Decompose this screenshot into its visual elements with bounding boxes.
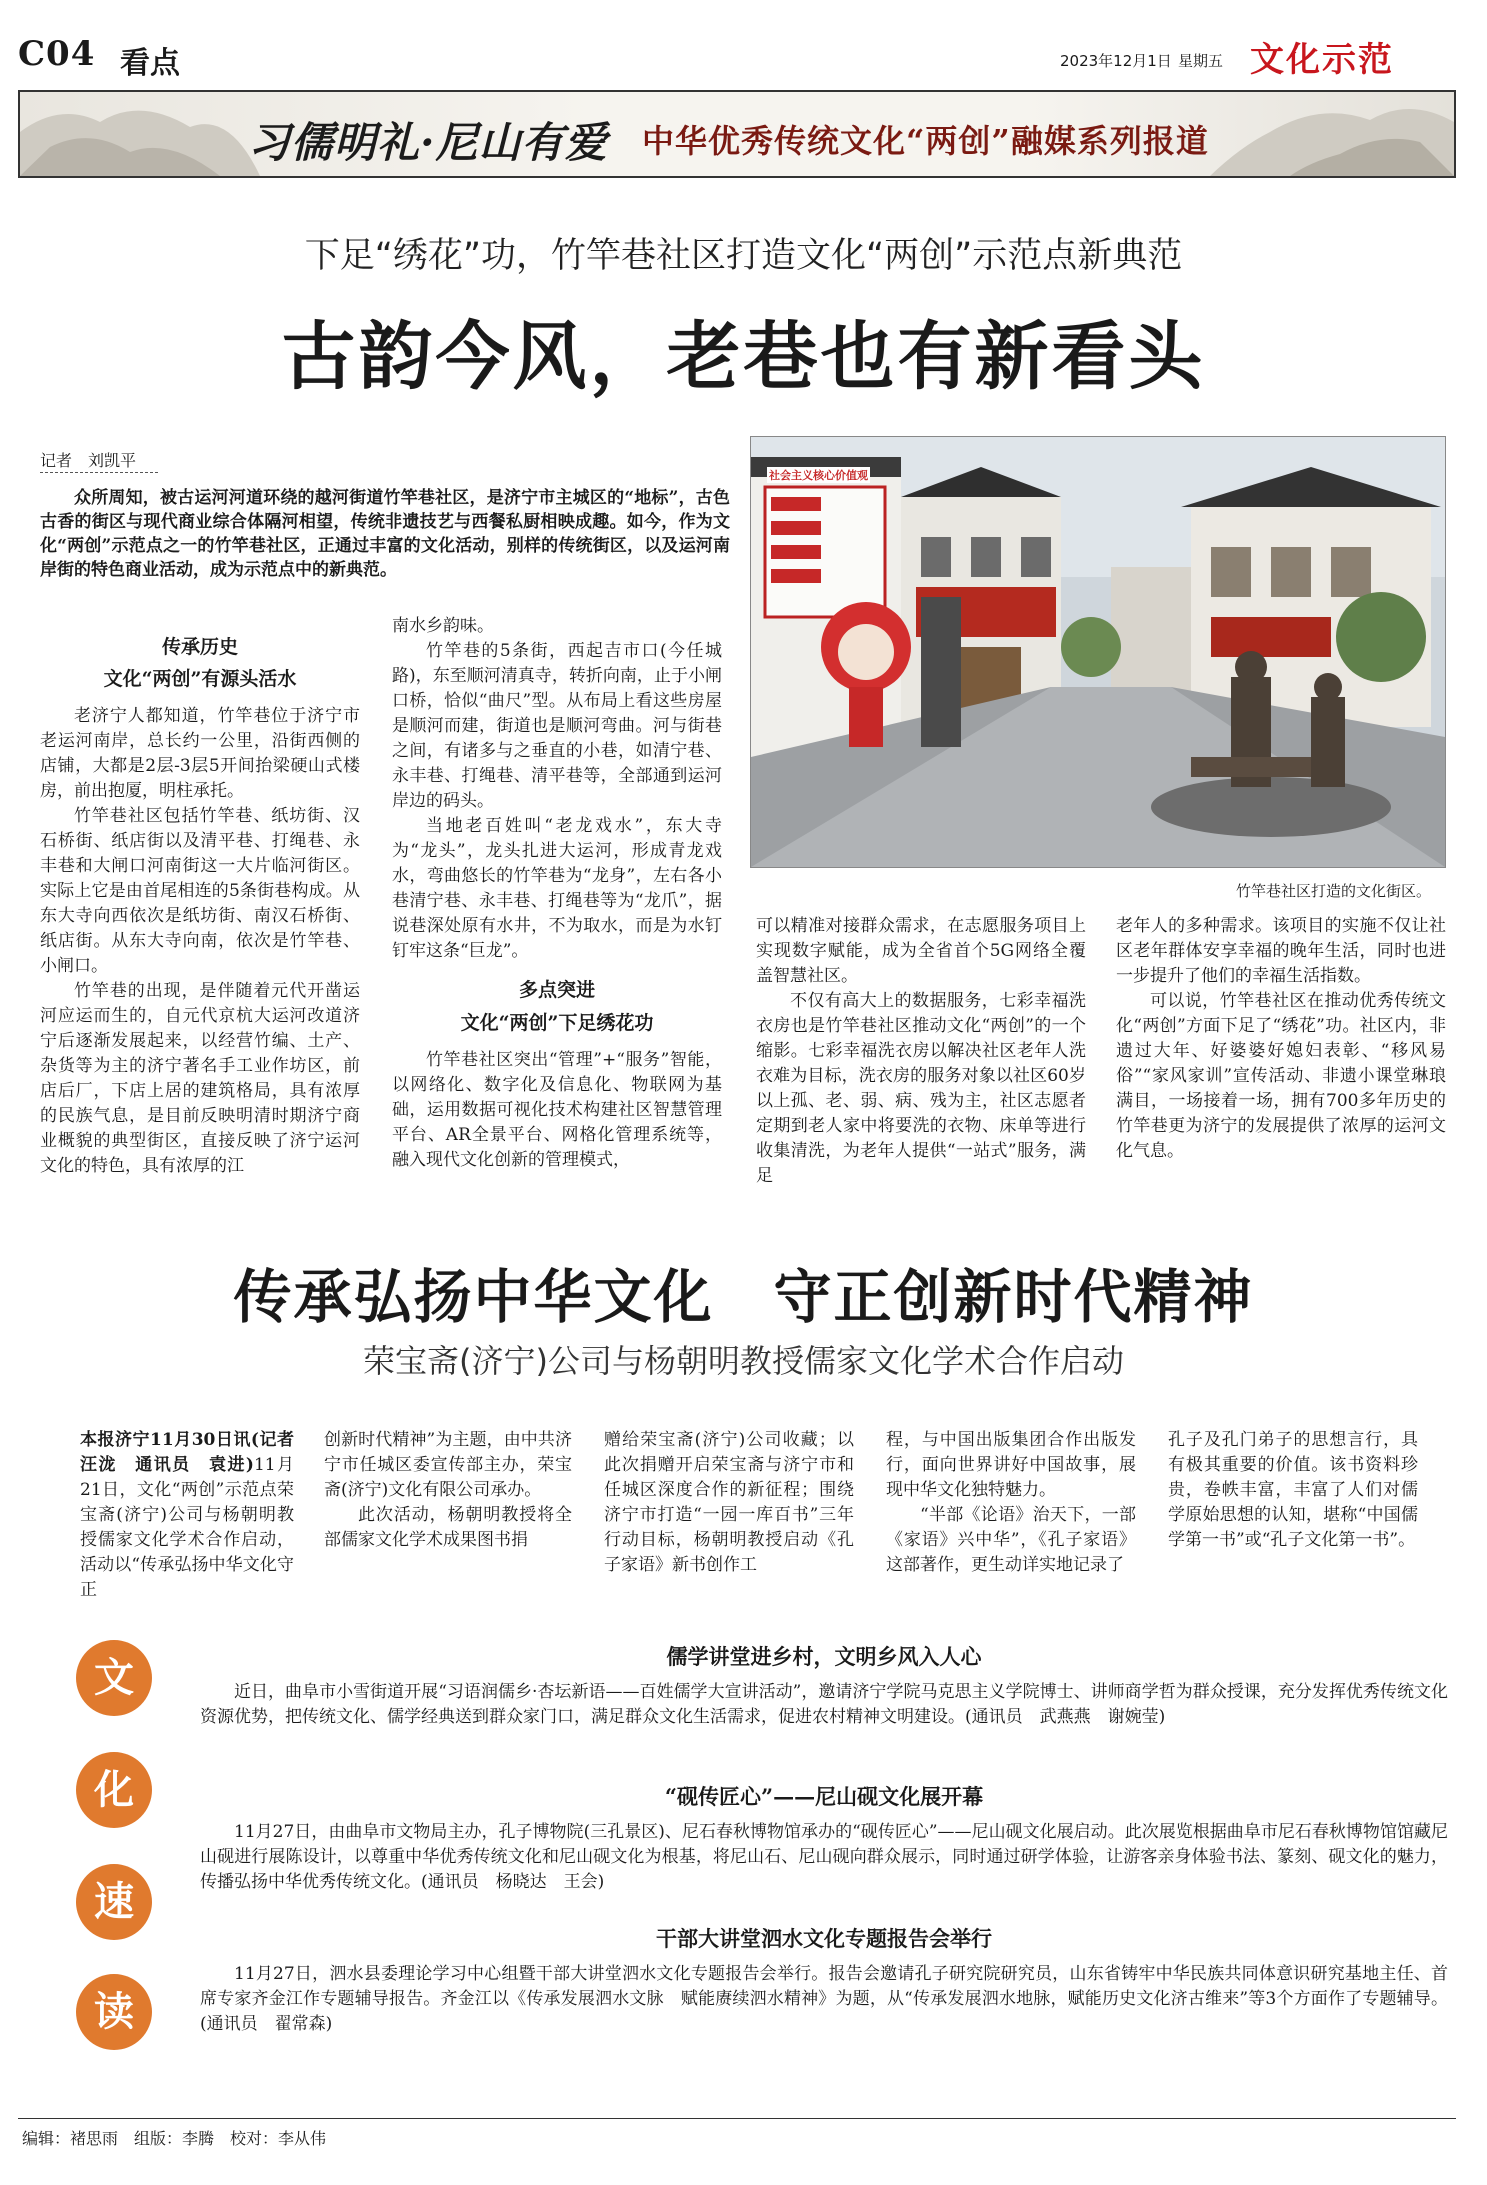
express-badges xyxy=(76,1640,152,2050)
paragraph: 老济宁人都知道，竹竿巷位于济宁市老运河南岸，总长约一公里，沿街西侧的店铺，大都是2层-3层5开间抬梁硬山式楼房，前出抱厦，明柱承托。 xyxy=(40,706,360,801)
badge-wen: 文 xyxy=(76,1640,152,1716)
street-scene-image xyxy=(751,437,1445,867)
paragraph: 竹竿巷社区突出“管理”+“服务”智能，以网络化、数字化及信息化、物联网为基础，运用数据可视化技术构建社区智慧管理平台、AR全景平台、网格化管理系统等，融入现代文化创新的管理模式， xyxy=(392,1050,722,1170)
article1-column-3 xyxy=(756,914,1086,1189)
paragraph: 南水乡韵味。 xyxy=(392,616,494,636)
paragraph: 此次活动，杨朝明教授将全部儒家文化学术成果图书捐 xyxy=(324,1505,572,1550)
footer-credits: 编辑：褚思雨 组版：李腾 校对：李从伟 xyxy=(22,2129,327,2148)
article2-subtitle: 荣宝斋(济宁)公司与杨朝明教授儒家文化学术合作启动 xyxy=(363,1342,1124,1380)
brand-title: 文化示范 xyxy=(1250,40,1394,80)
photo-sign-text: 社会主义核心价值观 xyxy=(769,469,868,482)
section-heading-2b: 文化“两创”下足绣花功 xyxy=(460,1012,654,1034)
article1-column-1 xyxy=(40,632,360,1179)
article2-column-4 xyxy=(886,1428,1136,1578)
dateline: 本报济宁11月30日讯(记者 汪泷 通讯员 袁进) xyxy=(80,1430,311,1475)
express-body: 11月27日，由曲阜市文物局主办，孔子博物院(三孔景区)、尼石春秋博物馆承办的“砚传匠心”——尼山砚文化展启动。此次展览根据曲阜市尼石春秋博物馆馆藏尼山砚进行展陈设计，以尊重中华优秀传统文化和尼山砚文化为根基，将尼山石、尼山砚向群众展示，同时通过研学体验，让游客亲身体验书法、篆刻、砚文化的魅力，传播弘扬中华优秀传统文化。(通讯员 杨晓达 王会) xyxy=(200,1822,1448,1892)
paragraph: 程，与中国出版集团合作出版发行，面向世界讲好中国故事，展现中华文化独特魅力。 xyxy=(886,1430,1136,1500)
express-title: “砚传匠心”——尼山砚文化展开幕 xyxy=(664,1784,984,1809)
article2-column-5 xyxy=(1168,1428,1418,1553)
express-body: 11月27日，泗水县委理论学习中心组暨干部大讲堂泗水文化专题报告会举行。报告会邀请孔子研究院研究员，山东省铸牢中华民族共同体意识研究基地主任、首席专家齐金江作专题辅导报告。齐金江以《传承发展泗水文脉 赋能赓续泗水精神》为题，从“传承发展泗水地脉，赋能历史文化济古维来”等3个方面作了专题辅导。(通讯员 翟常森) xyxy=(200,1964,1448,2034)
badge-hua: 化 xyxy=(76,1752,152,1828)
page-header xyxy=(18,30,1458,80)
express-body: 近日，曲阜市小雪街道开展“习语润儒乡·杏坛新语——百姓儒学大宣讲活动”，邀请济宁学院马克思主义学院博士、讲师商学哲为群众授课，充分发挥优秀传统文化资源优势，把传统文化、儒学经典送到群众家门口，满足群众文化生活需求，促进农村精神文明建设。(通讯员 武燕燕 谢婉莹) xyxy=(200,1682,1448,1727)
paragraph: 11月21日，文化“两创”示范点荣宝斋(济宁)公司与杨朝明教授儒家文化学术合作启动，活动以“传承弘扬中华文化守正 xyxy=(80,1455,295,1600)
express-title: 干部大讲堂泗水文化专题报告会举行 xyxy=(656,1926,992,1951)
paragraph: 不仅有高大上的数据服务，七彩幸福洗衣房也是竹竿巷社区推动文化“两创”的一个缩影。七彩幸福洗衣房以解决社区老年人洗衣难为目标，洗衣房的服务对象以社区60岁以上孤、老、弱、病、残为主，社区志愿者定期到老人家中将要洗的衣物、床单等进行收集清洗，为老年人提供“一站式”服务，满足 xyxy=(756,991,1086,1186)
express-item-1 xyxy=(200,1642,1448,1730)
banner-series-title: 中华优秀传统文化“两创”融媒系列报道 xyxy=(642,122,1209,160)
section-heading-2a: 多点突进 xyxy=(518,979,595,1001)
paragraph: 可以说，竹竿巷社区在推动优秀传统文化“两创”方面下足了“绣花”功。社区内，非遗过大年、好婆婆好媳妇表彰、“移风易俗”“家风家训”宣传活动、非遗小课堂琳琅满目，一场接着一场，拥有700多年历史的竹竿巷更为济宁的发展提供了浓厚的运河文化气息。 xyxy=(1116,991,1446,1161)
paragraph: 竹竿巷社区包括竹竿巷、纸坊街、汉石桥街、纸店街以及清平巷、打绳巷、永丰巷和大闸口河南街这一大片临河街区。实际上它是由首尾相连的5条街巷构成。从东大寺向西依次是纸坊街、南汉石桥街、纸店街。从东大寺向南，依次是竹竿巷、小闸口。 xyxy=(40,806,360,976)
paragraph: 可以精准对接群众需求，在志愿服务项目上实现数字赋能，成为全省首个5G网络全覆盖智慧社区。 xyxy=(756,916,1086,986)
issue-date: 2023年12月1日 xyxy=(1060,52,1172,70)
page-code: C04 xyxy=(18,34,96,74)
article1-lead xyxy=(40,486,730,582)
paragraph: 竹竿巷的5条街，西起吉市口(今任城路)，东至顺河清真寺，转折向南，止于小闸口桥，恰似“曲尺”型。从布局上看这些房屋是顺河而建，街道也是顺河弯曲。河与街巷之间，有诸多与之垂直的小巷，如清宁巷、永丰巷、打绳巷、清平巷等，全部通到运河岸边的码头。 xyxy=(392,641,722,811)
paragraph: 赠给荣宝斋(济宁)公司收藏；以此次捐赠开启荣宝斋与济宁市和任城区深度合作的新征程；围绕济宁市打造“一园一库百书”三年行动目标，杨朝明教授启动《孔子家语》新书创作工 xyxy=(604,1430,854,1575)
paragraph: 当地老百姓叫“老龙戏水”，东大寺为“龙头”，龙头扎进大运河，形成青龙戏水，弯曲悠长的竹竿巷为“龙身”，左右各小巷清宁巷、永丰巷、打绳巷等为“龙爪”，据说巷深处原有水井，不为取水，而是为水钉钉牢这条“巨龙”。 xyxy=(392,816,722,961)
article2-column-3 xyxy=(604,1428,854,1578)
badge-du: 读 xyxy=(76,1974,152,2050)
badge-su: 速 xyxy=(76,1864,152,1940)
article1-photo xyxy=(750,436,1446,868)
express-item-3 xyxy=(200,1924,1448,2037)
article1-title: 古韵今风，老巷也有新看头 xyxy=(281,314,1206,400)
article2-column-1 xyxy=(80,1428,311,1603)
article2-title: 传承弘扬中华文化 守正创新时代精神 xyxy=(233,1263,1254,1331)
series-banner xyxy=(18,90,1456,178)
paragraph: 创新时代精神”为主题，由中共济宁市任城区委宣传部主办，荣宝斋(济宁)文化有限公司承办。 xyxy=(324,1430,572,1500)
article1-subtitle: 下足“绣花”功，竹竿巷社区打造文化“两创”示范点新典范 xyxy=(304,236,1183,276)
byline-rule xyxy=(40,472,158,473)
express-title: 儒学讲堂进乡村，文明乡风入人心 xyxy=(666,1644,982,1669)
express-item-2 xyxy=(200,1782,1448,1895)
footer-rule xyxy=(18,2118,1456,2119)
banner-calligraphy: 习儒明礼·尼山有爱 xyxy=(248,118,608,167)
section-heading-1a: 传承历史 xyxy=(161,636,238,658)
paragraph: “半部《论语》治天下，一部《家语》兴中华”，《孔子家语》这部著作，更生动详实地记录了 xyxy=(886,1505,1136,1575)
dateline-paragraph xyxy=(80,1428,311,1603)
paragraph: 竹竿巷的出现，是伴随着元代开凿运河应运而生的，自元代京杭大运河改道济宁后逐渐发展起来，以经营竹编、土产、杂货等为主的济宁著名手工业作坊区，前店后厂，下店上居的建筑格局，具有浓厚的民族气息，是目前反映明清时期济宁商业概貌的典型街区，直接反映了济宁运河文化的特色，具有浓厚的江 xyxy=(40,981,360,1176)
article2-column-2 xyxy=(324,1428,572,1553)
section-name: 看点 xyxy=(120,46,180,81)
lead-paragraph: 众所周知，被古运河河道环绕的越河街道竹竿巷社区，是济宁市主城区的“地标”，古色古香的街区与现代商业综合体隔河相望，传统非遗技艺与西餐私厨相映成趣。如今，作为文化“两创”示范点之一的竹竿巷社区，正通过丰富的文化活动，别样的传统街区，以及运河南岸街的特色商业活动，成为示范点中的新典范。 xyxy=(40,488,730,580)
paragraph: 孔子及孔门弟子的思想言行，具有极其重要的价值。该书资料珍贵，卷帙丰富，丰富了人们对儒学原始思想的认知，堪称“中国儒学第一书”或“孔子文化第一书”。 xyxy=(1168,1430,1418,1550)
section-heading-1b: 文化“两创”有源头活水 xyxy=(103,668,297,690)
article1-column-2 xyxy=(392,614,722,1173)
photo-caption: 竹竿巷社区打造的文化街区。 xyxy=(1236,882,1432,900)
article1-column-4 xyxy=(1116,914,1446,1164)
paragraph: 老年人的多种需求。该项目的实施不仅让社区老年群体安享幸福的晚年生活，同时也进一步提升了他们的幸福生活指数。 xyxy=(1116,916,1446,986)
article1-byline: 记者 刘凯平 xyxy=(40,451,137,470)
issue-weekday: 星期五 xyxy=(1178,52,1224,70)
